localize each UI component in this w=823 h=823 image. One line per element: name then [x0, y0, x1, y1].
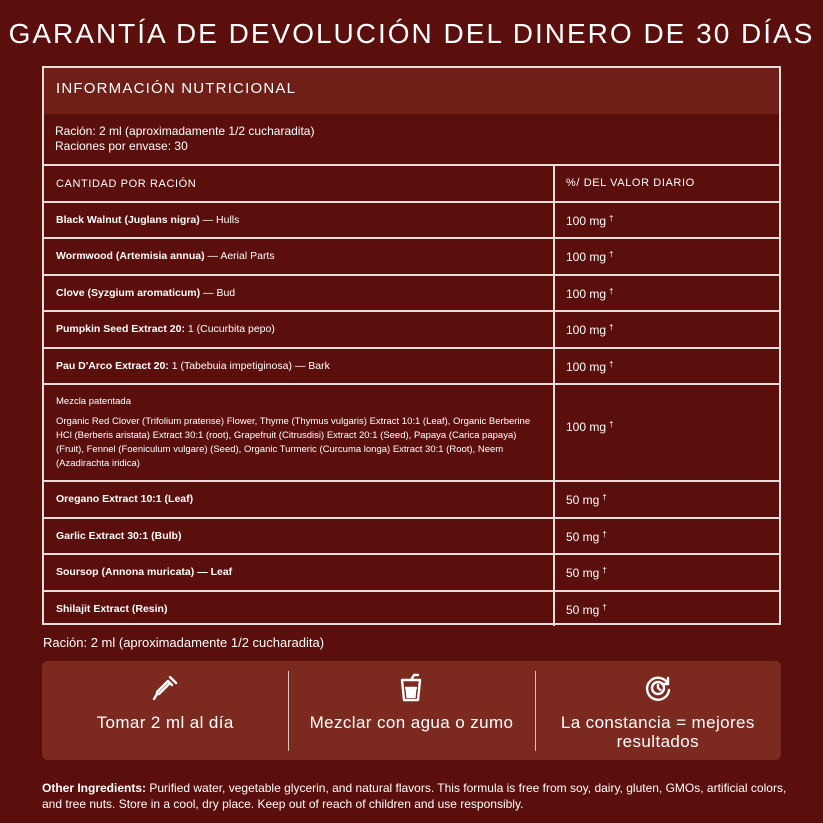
table-row [44, 310, 779, 347]
ingredient-name: Black Walnut (Juglans nigra) [56, 213, 200, 226]
ingredient-amount: 100 mg [566, 250, 607, 264]
panel-heading: INFORMACIÓN NUTRICIONAL [44, 68, 779, 114]
dagger-mark: † [602, 602, 607, 612]
usage-step [535, 661, 781, 760]
page-title: GARANTÍA DE DEVOLUCIÓN DEL DINERO DE 30 DÍAS [8, 18, 815, 49]
ingredient-amount: 100 mg [566, 420, 607, 434]
ingredient-detail: 1 (Cucurbita pepo) [184, 323, 275, 335]
table-row [44, 590, 779, 627]
table-row [44, 347, 779, 384]
other-ingredients [42, 780, 787, 812]
ingredient-name: Clove (Syzgium aromaticum) [56, 286, 201, 299]
column-header-amount: CANTIDAD POR RACIÓN [44, 166, 555, 201]
usage-step [42, 661, 288, 760]
dagger-mark: † [609, 213, 614, 223]
cycle-icon [535, 673, 781, 703]
ingredient-amount: 50 mg [566, 602, 600, 617]
usage-label: La constancia = mejores resultados [560, 713, 755, 751]
ingredient-detail: 1 (Tabebuia impetiginosa) — Bark [168, 359, 330, 372]
other-ingredients-text: Purified water, vegetable glycerin, and natural flavors. This formula is free from soy, dairy, gluten, GMOs, artificial colors, and tree nuts. Store in a cool, dry place. Keep out of reach of children and use responsibly. [42, 781, 787, 811]
nutrition-panel [42, 66, 781, 625]
serving-info [44, 114, 779, 164]
blend-ingredients: Organic Red Clover (Trifolium pratense) Flower, Thyme (Thymus vulgaris) Extract 10:1 (Leaf), Organic Berberine HCl (Berberis aristata) Extract 30:1 (root), Grapefruit (Citrusdisi) Extract 20:1 (Seed), Papaya (Carica papaya) (Fruit), Fennel (Foeniculum vulgare) (Seed), Organic Turmeric (Curcuma longa) Extract 30:1 (Root), Neem (Azadirachta iridica) [56, 416, 531, 469]
serving-size: Ración: 2 ml (aproximadamente 1/2 cucharadita) [55, 124, 315, 138]
table-row-blend [44, 383, 779, 480]
blend-title: Mezcla patentada [56, 396, 131, 407]
dagger-mark: † [609, 323, 614, 332]
table-row [44, 517, 779, 554]
dagger-mark: † [609, 286, 614, 296]
ingredient-amount: 100 mg [566, 286, 607, 301]
ingredient-amount: 100 mg [566, 213, 607, 228]
table-row [44, 274, 779, 311]
usage-label: Mezclar con agua o zumo [309, 713, 514, 732]
serving-note: Ración: 2 ml (aproximadamente 1/2 cucharadita) [43, 635, 325, 650]
ingredient-amount: 100 mg [566, 359, 607, 374]
table-row [44, 480, 779, 517]
ingredient-detail: — Bud [200, 286, 236, 299]
ingredient-name: Shilajit Extract (Resin) [56, 602, 168, 615]
ingredient-detail: — Aerial Parts [204, 250, 275, 262]
other-ingredients-label: Other Ingredients: [42, 781, 147, 795]
ingredient-name: Wormwood (Artemisia annua) [56, 250, 205, 262]
ingredient-name: Oregano Extract 10:1 (Leaf) [56, 493, 194, 505]
ingredient-name: Garlic Extract 30:1 (Bulb) [56, 529, 182, 542]
ingredient-amount: 100 mg [566, 323, 607, 337]
dagger-mark: † [609, 359, 614, 369]
table-row [44, 201, 779, 238]
dagger-mark: † [609, 250, 614, 259]
dagger-mark: † [609, 420, 614, 429]
ingredient-amount: 50 mg [566, 529, 600, 544]
ingredient-amount: 50 mg [566, 566, 600, 580]
glass-icon [288, 673, 534, 703]
ingredient-amount: 50 mg [566, 493, 600, 507]
column-header-daily-value: %/ DEL VALOR DIARIO [566, 177, 695, 189]
table-row [44, 237, 779, 274]
table-row [44, 553, 779, 590]
dropper-icon [42, 673, 288, 703]
ingredient-name: Pau D'Arco Extract 20: [56, 359, 169, 372]
dagger-mark: † [602, 529, 607, 539]
ingredient-detail: — Hulls [199, 213, 240, 226]
servings-per-container: Raciones por envase: 30 [55, 139, 188, 153]
ingredient-name: Soursop (Annona muricata) — Leaf [56, 566, 233, 578]
usage-label: Tomar 2 ml al día [96, 713, 234, 732]
table-header-row [44, 164, 779, 201]
dagger-mark: † [602, 566, 607, 575]
usage-step [288, 661, 534, 760]
ingredient-name: Pumpkin Seed Extract 20: [56, 323, 185, 335]
usage-instructions [42, 661, 781, 760]
dagger-mark: † [602, 493, 607, 502]
